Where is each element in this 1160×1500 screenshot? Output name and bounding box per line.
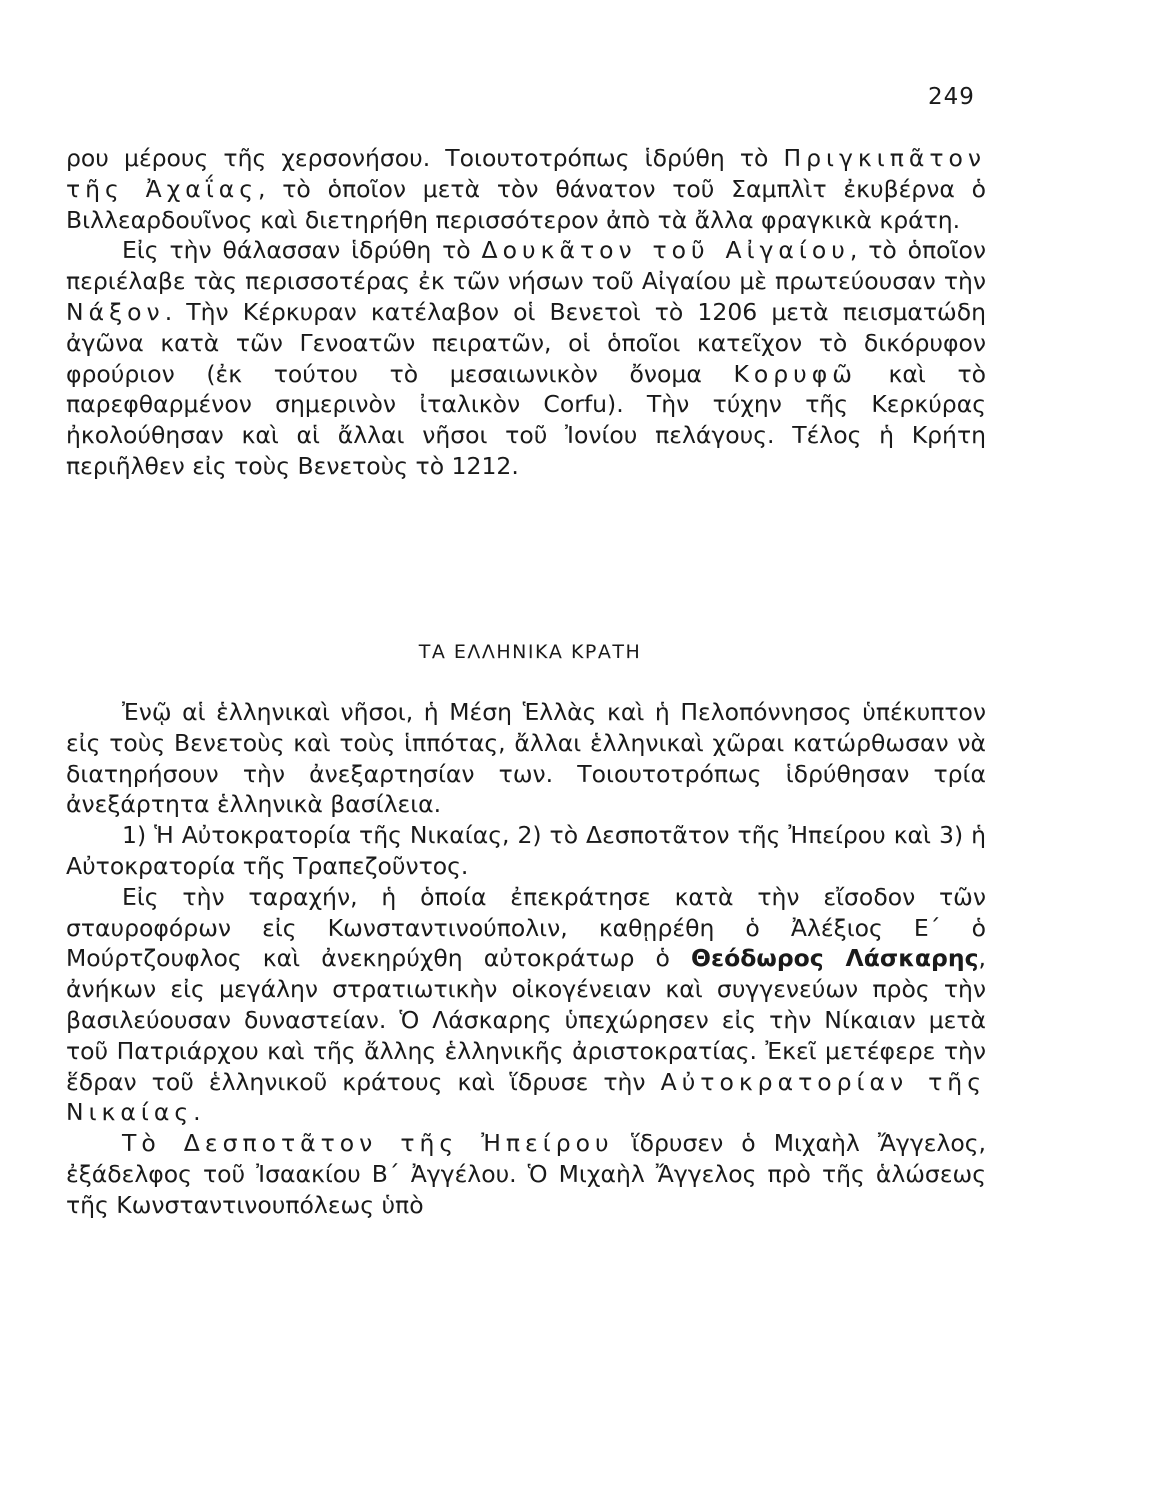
section-1	[66, 143, 986, 482]
spaced-term: Κορυφῶ	[733, 359, 857, 388]
text-run: Εἰς τὴν ταραχήν, ἡ ὁποία ἐπεκράτησε κατὰ τὴν εἴσοδον τῶν σταυροφόρων εἰς Κωνσταντινούπολιν, καθῃρέθη ὁ Ἀλέξιος Ε΄ ὁ Μούρτζουφλος καὶ ἀνεκηρύχθη αὐτοκράτωρ ὁ	[66, 882, 986, 973]
paragraph	[66, 1128, 986, 1220]
spaced-term: Αὐτοκρατορίαν τῆς Νικαίας	[66, 1067, 986, 1127]
text-run: , τὸ ὁποῖον περιέλαβε τὰς περισσοτέρας ἐκ τῶν νήσων τοῦ Αἰγαίου μὲ πρωτεύουσαν τὴν	[66, 236, 986, 296]
bold-name: Θεόδωρος Λάσκαρης	[691, 944, 979, 973]
paragraph: 1) Ἡ Αὐτοκρατορία τῆς Νικαίας, 2) τὸ Δεσποτᾶτον τῆς Ἠπείρου καὶ 3) ἡ Αὐτοκρατορία τῆς Τραπεζοῦντος.	[66, 821, 986, 880]
spaced-term: Τὸ Δεσποτᾶτον τῆς Ἠπείρου	[122, 1129, 614, 1158]
section-2	[66, 697, 986, 1221]
spaced-term: Νάξον	[66, 297, 165, 326]
section-heading: ΤΑ ΕΛΛΗΝΙΚΑ ΚΡΑΤΗ	[418, 641, 642, 663]
text-run: , τὸ ὁποῖον μετὰ τὸν θάνατον τοῦ Σαμπλὶτ ἐκυβέρνα ὁ Βιλλεαρδουῖνος καὶ διετηρήθη περισσότερον ἀπὸ τὰ ἄλλα φραγκικὰ κράτη.	[66, 174, 986, 234]
text-run: . Τὴν Κέρκυραν κατέλαβον οἱ Βενετοὶ τὸ 1206 μετὰ πεισματώδη ἀγῶνα κατὰ τῶν Γενοατῶν πειρατῶν, οἱ ὁποῖοι κατεῖχον τὸ δικόρυφον φρούριον (ἐκ τούτου τὸ μεσαιωνικὸν ὄνομα	[66, 297, 986, 388]
page-number: 249	[928, 84, 975, 110]
text-run: , ἀνήκων εἰς μεγάλην στρατιωτικὴν οἰκογένειαν καὶ συγγενεύων πρὸς τὴν βασιλεύουσαν δυναστείαν. Ὁ Λάσκαρης ὑπεχώρησεν εἰς τὴν Νίκαιαν μετὰ τοῦ Πατριάρχου καὶ τῆς ἄλλης ἑλληνικῆς ἀριστοκρατίας. Ἐκεῖ μετέφερε τὴν ἕδραν τοῦ ἑλληνικοῦ κράτους καὶ ἵδρυσε τὴν	[66, 944, 987, 1096]
text-run: Εἰς τὴν θάλασσαν ἱδρύθη τὸ	[122, 236, 482, 265]
paragraph: Ἐνῷ αἱ ἑλληνικαὶ νῆσοι, ἡ Μέση Ἑλλὰς καὶ ἡ Πελοπόννησος ὑπέκυπτον εἰς τοὺς Βενετοὺς καὶ τοὺς ἱππότας, ἄλλαι ἑλληνικαὶ χῶραι κατώρθωσαν νὰ διατηρήσουν τὴν ἀνεξαρτησίαν των. Τοιουτοτρόπως ἱδρύθησαν τρία ἀνεξάρτητα ἑλληνικὰ βασίλεια.	[66, 698, 986, 819]
text-run: καὶ τὸ παρεφθαρμένον σημερινὸν ἰταλικὸν Corfu). Τὴν τύχην τῆς Κερκύρας ἠκολούθησαν καὶ αἱ ἄλλαι νῆσοι τοῦ Ἰονίου πελάγους. Τέλος ἡ Κρήτη περιῆλθεν εἰς τοὺς Βενετοὺς τὸ 1212.	[66, 359, 986, 480]
text-run: .	[193, 1098, 201, 1127]
paragraph	[66, 235, 986, 481]
spaced-term: Δουκᾶτον τοῦ Αἰγαίου	[481, 236, 850, 265]
text-run: ἵδρυσεν ὁ Μιχαὴλ Ἄγγελος, ἐξάδελφος τοῦ Ἰσαακίου Β΄ Ἀγγέλου. Ὁ Μιχαὴλ Ἄγγελος πρὸ τῆς ἁλώσεως τῆς Κωνσταντινουπόλεως ὑπὸ	[66, 1129, 986, 1219]
text-run: ρου μέρους τῆς χερσονήσου. Τοιουτοτρόπως ἱδρύθη τὸ	[66, 144, 784, 172]
paragraph	[66, 882, 986, 1128]
paragraph	[66, 143, 986, 235]
spaced-term: Πριγκιπᾶτον τῆς Ἀχαΐας	[66, 144, 986, 203]
